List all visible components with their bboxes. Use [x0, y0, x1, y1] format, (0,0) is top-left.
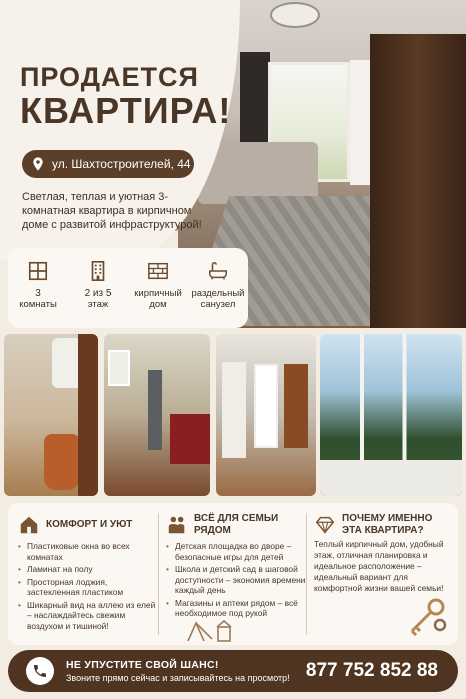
description: Светлая, теплая и уютная 3-комнатная квартира в кирпичном доме с развитой инфраструктурой!	[22, 191, 202, 231]
feature-floor	[70, 260, 126, 310]
list-item: • Ламинат на полу	[18, 564, 156, 575]
list-item: • Шикарный вид на аллею из елей – наслаждайтесь свежим воздухом и тишиной!	[18, 600, 156, 632]
feature-label: кирпичный дом	[134, 288, 182, 310]
hallway-photo	[216, 334, 316, 496]
feature-label: раздельный санузел	[191, 288, 245, 310]
cta-subtitle: Звоните прямо сейчас и записывайтесь на просмотр!	[66, 673, 290, 683]
list-item: • Пластиковые окна во всех комнатах	[18, 541, 156, 562]
phone-button[interactable]	[26, 657, 54, 685]
comfort-title: КОМФОРТ И УЮТ	[46, 519, 133, 530]
kitchen-photo	[104, 334, 210, 496]
feature-bathroom	[190, 260, 246, 310]
list-item: • Детская площадка во дворе – безопасные игры для детей	[166, 541, 306, 562]
list-item: • Школа и детский сад в шаговой доступности – экономия времени каждый день	[166, 564, 306, 596]
feature-rooms	[10, 260, 66, 310]
house-icon	[18, 514, 40, 536]
family-icon	[166, 514, 188, 536]
brick-icon	[147, 260, 169, 282]
window-icon	[27, 260, 49, 282]
list-item: • Магазины и аптеки рядом – всё необходимое под рукой	[166, 598, 306, 619]
cta-bar	[8, 650, 458, 692]
divider	[158, 513, 159, 635]
why-text: Теплый кирпичный дом, удобный этаж, отличная планировка и идеальное расположение – идеальный вариант для комфортной жизни вашей семьи!	[314, 539, 444, 593]
location-pin-icon	[30, 156, 46, 172]
bathroom-photo	[4, 334, 98, 496]
diamond-icon	[314, 514, 336, 536]
comfort-column	[18, 511, 156, 633]
title-line-1: ПРОДАЕТСЯ	[20, 62, 199, 92]
phone-number[interactable]: 877 752 852 88	[305, 660, 438, 681]
balcony-photo	[320, 334, 462, 496]
divider	[306, 513, 307, 635]
info-section	[8, 503, 458, 645]
phone-icon	[32, 663, 48, 679]
title-line-2: КВАРТИРА!	[20, 90, 232, 131]
feature-value: 3	[35, 288, 41, 299]
features-strip	[8, 248, 248, 328]
why-title: ПОЧЕМУ ИМЕННО ЭТА КВАРТИРА?	[342, 513, 433, 536]
cta-title: НЕ УПУСТИТЕ СВОЙ ШАНС!	[66, 659, 219, 671]
family-column	[166, 511, 306, 621]
list-item: • Просторная лоджия, застекленная пластиком	[18, 577, 156, 598]
feature-brick	[130, 260, 186, 310]
keys-icon	[406, 597, 448, 639]
address-text: ул. Шахтостроителей, 44	[52, 157, 191, 171]
why-column	[314, 511, 454, 594]
playground-icon	[186, 619, 236, 643]
building-icon	[87, 260, 109, 282]
bathtub-icon	[207, 260, 229, 282]
feature-value: 2 из 5	[84, 288, 112, 299]
feature-label: комнаты	[19, 299, 57, 310]
family-title: ВСЁ ДЛЯ СЕМЬИ РЯДОМ	[194, 513, 279, 536]
address-pill	[22, 150, 194, 178]
feature-label: этаж	[87, 299, 109, 310]
